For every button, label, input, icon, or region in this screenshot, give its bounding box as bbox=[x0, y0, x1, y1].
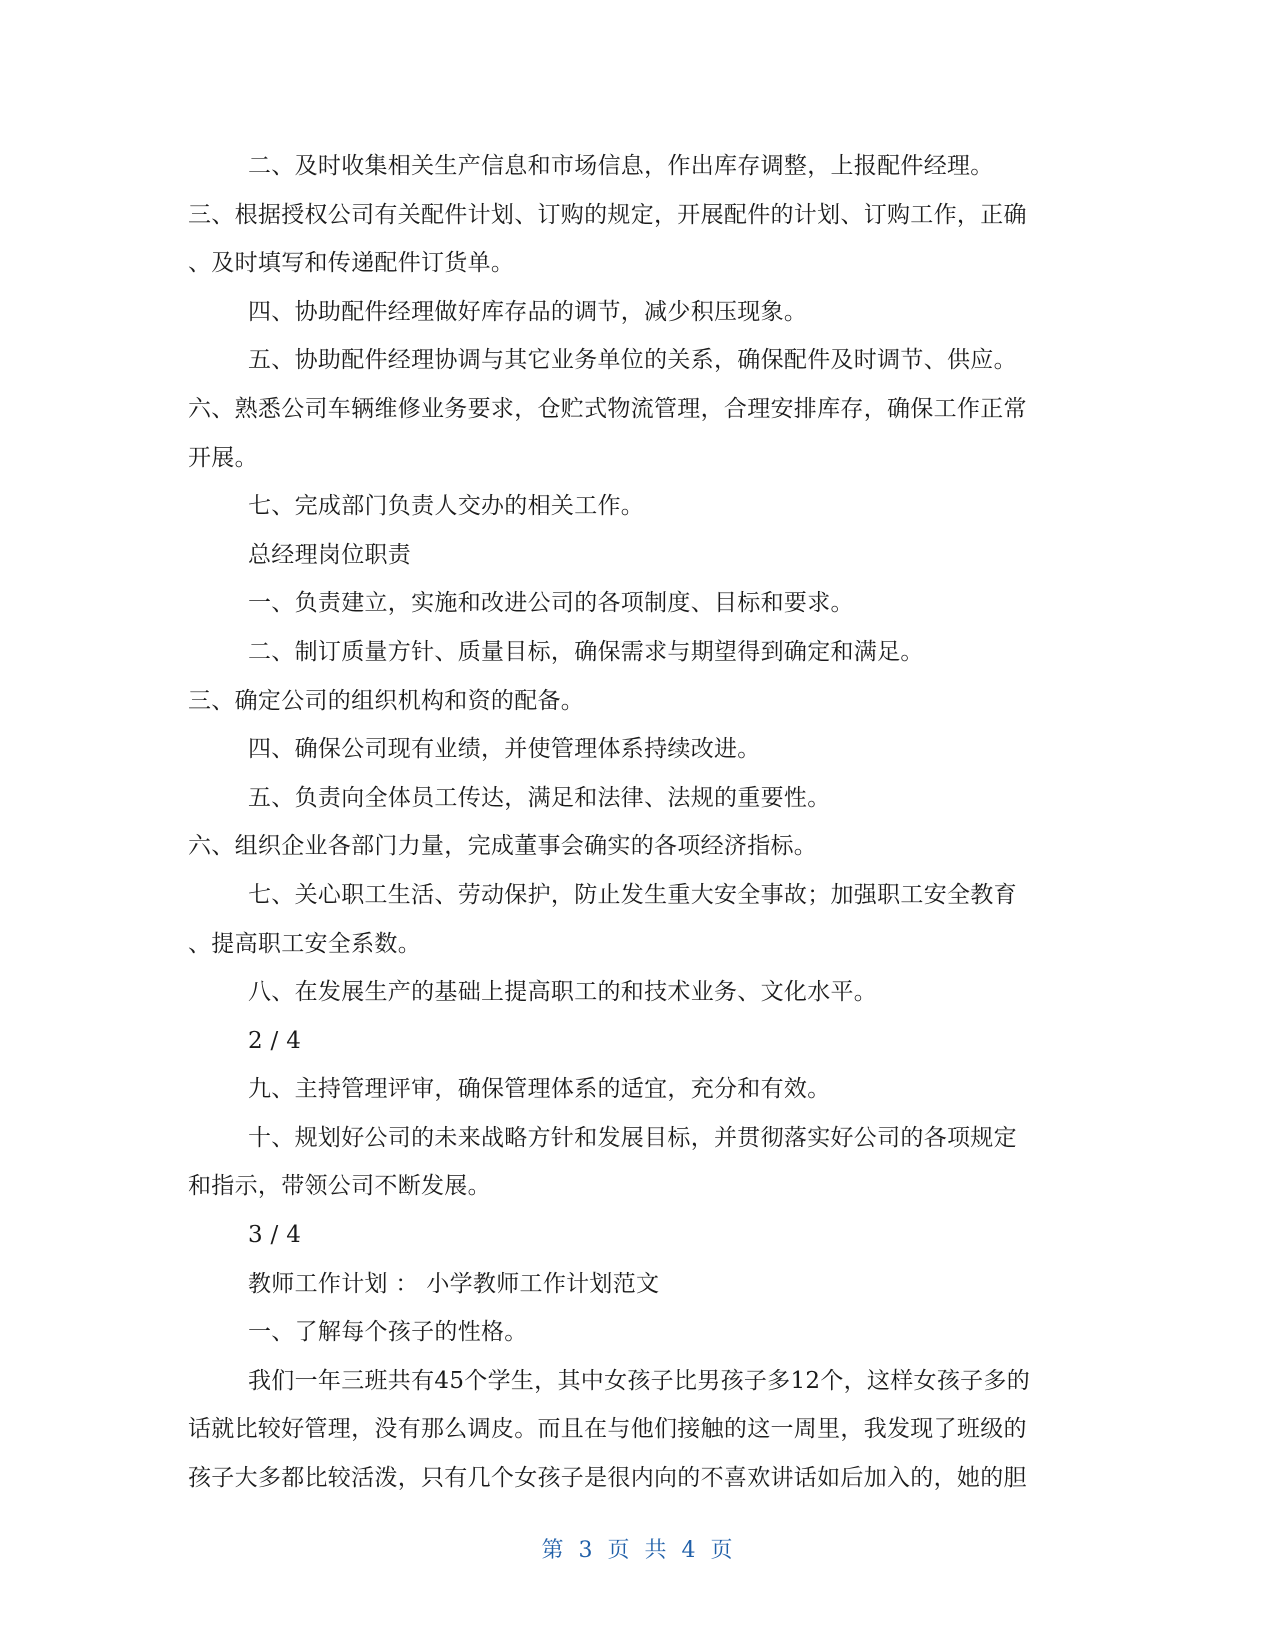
text-line: 一、了解每个孩子的性格。 bbox=[248, 1319, 528, 1346]
text-line: 三、根据授权公司有关配件计划、订购的规定，开展配件的计划、订购工作，正确 bbox=[188, 201, 1027, 228]
text-line: 教师工作计划 ： 小学教师工作计划范文 bbox=[248, 1270, 660, 1297]
text-line: 开展。 bbox=[188, 444, 258, 471]
text-line: 话就比较好管理，没有那么调皮。而且在与他们接触的这一周里，我发现了班级的 bbox=[188, 1416, 1027, 1443]
text-line: 八、在发展生产的基础上提高职工的和技术业务、文化水平。 bbox=[248, 979, 878, 1006]
text-line: 六、熟悉公司车辆维修业务要求，仓贮式物流管理，合理安排库存，确保工作正常 bbox=[188, 395, 1027, 422]
text-line: 总经理岗位职责 bbox=[248, 541, 412, 568]
text-line: 、提高职工安全系数。 bbox=[188, 930, 421, 957]
text-line: 六、组织企业各部门力量，完成董事会确实的各项经济指标。 bbox=[188, 833, 818, 860]
text-line: 孩子大多都比较活泼，只有几个女孩子是很内向的不喜欢讲话如后加入的，她的胆 bbox=[188, 1465, 1027, 1492]
text-line: 九、主持管理评审，确保管理体系的适宜，充分和有效。 bbox=[248, 1076, 831, 1103]
text-line: 七、完成部门负责人交办的相关工作。 bbox=[248, 493, 645, 520]
text-line: 四、协助配件经理做好库存品的调节，减少积压现象。 bbox=[248, 298, 808, 325]
text-line: 十、规划好公司的未来战略方针和发展目标，并贯彻落实好公司的各项规定 bbox=[248, 1124, 1017, 1151]
text-line: 七、关心职工生活、劳动保护，防止发生重大安全事故；加强职工安全教育 bbox=[248, 881, 1017, 908]
document-body bbox=[188, 142, 1088, 1503]
text-line: 四、确保公司现有业绩，并使管理体系持续改进。 bbox=[248, 736, 761, 763]
text-line: 3 / 4 bbox=[248, 1222, 302, 1249]
text-line: 我们一年三班共有45个学生，其中女孩子比男孩子多12个，这样女孩子多的 bbox=[248, 1367, 1031, 1394]
text-line: 三、确定公司的组织机构和资的配备。 bbox=[188, 687, 585, 714]
text-line: 二、及时收集相关生产信息和市场信息，作出库存调整，上报配件经理。 bbox=[248, 153, 994, 179]
page-footer: 第 3 页 共 4 页 bbox=[541, 1538, 734, 1563]
text-line: 五、协助配件经理协调与其它业务单位的关系，确保配件及时调节、供应。 bbox=[248, 347, 1017, 374]
text-line: 二、制订质量方针、质量目标，确保需求与期望得到确定和满足。 bbox=[248, 638, 924, 665]
text-line: 五、负责向全体员工传达，满足和法律、法规的重要性。 bbox=[248, 784, 831, 811]
text-line: 一、负责建立，实施和改进公司的各项制度、目标和要求。 bbox=[248, 590, 854, 617]
text-line: 、及时填写和传递配件订货单。 bbox=[188, 250, 515, 277]
text-line: 和指示，带领公司不断发展。 bbox=[188, 1173, 491, 1200]
text-line: 2 / 4 bbox=[248, 1027, 302, 1054]
